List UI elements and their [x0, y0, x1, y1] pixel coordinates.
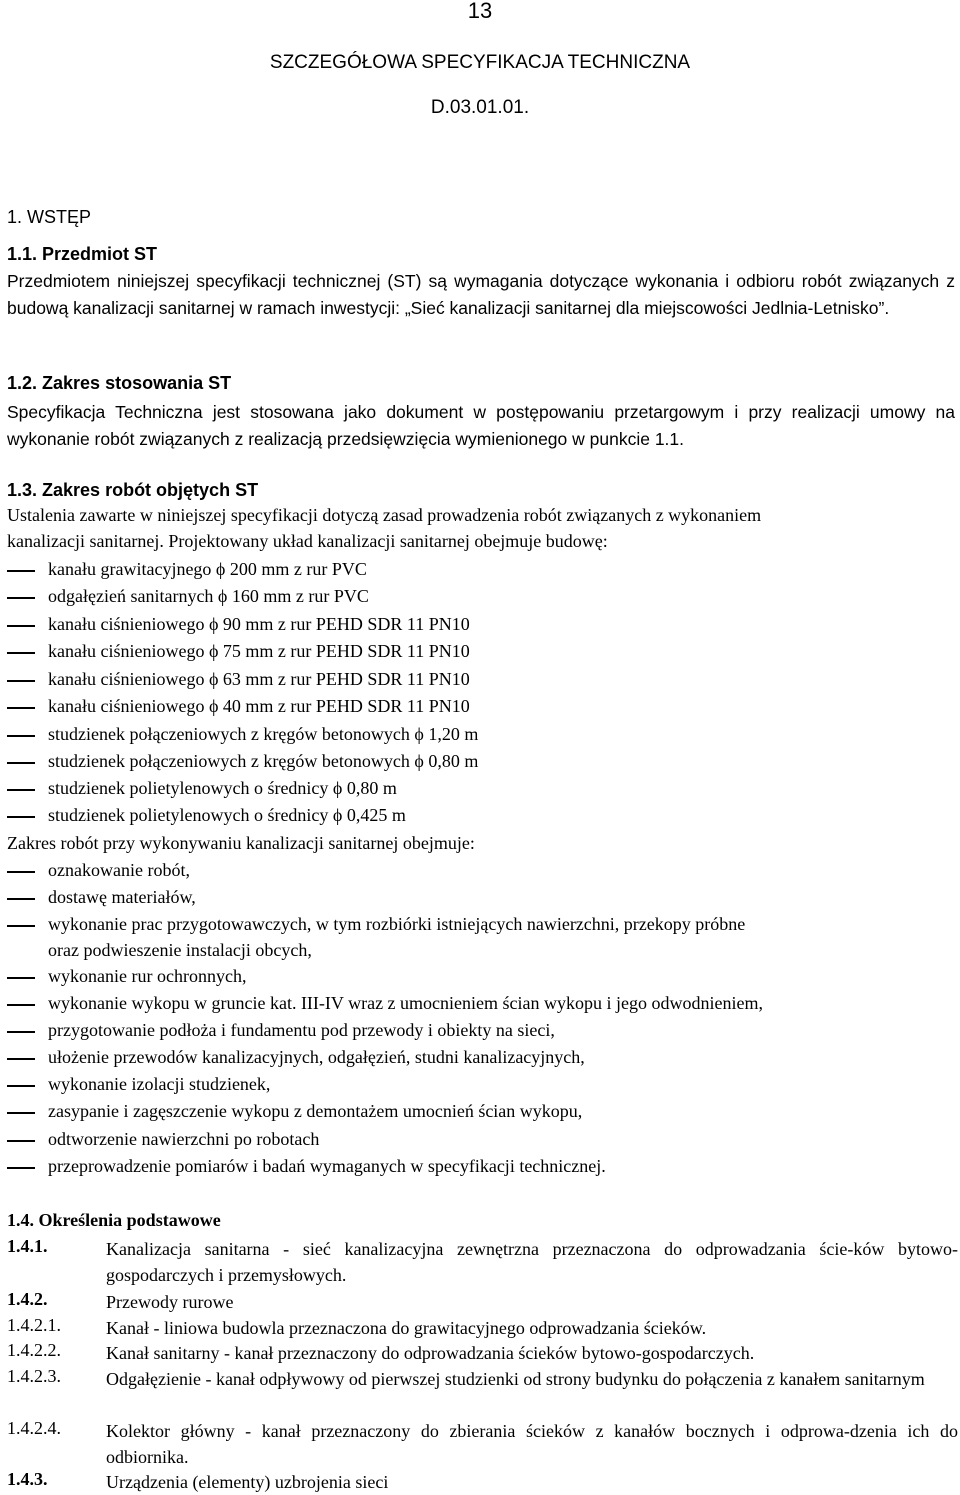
list-dash	[7, 1112, 35, 1114]
list-item: kanału grawitacyjnego ϕ 200 mm z rur PVC	[48, 559, 367, 579]
list-item: odgałęzień sanitarnych ϕ 160 mm z rur PVC	[48, 586, 369, 606]
section-1-2-text: Specyfikacja Techniczna jest stosowana jako dokument w postępowaniu przetargowym i przy realizacji umowy na wykonanie robót związanych z realizacją przedsięwzięcia wymienionego w punkcie 1.1.	[7, 402, 955, 449]
definition-text: Kolektor główny - kanał przeznaczony do zbierania ścieków z kanałów bocznych i odprowa-dzenia ich do odbiornika.	[106, 1421, 958, 1467]
section-1-2-heading: 1.2. Zakres stosowania ST	[7, 373, 232, 393]
list-item: przygotowanie podłoża i fundamentu pod przewody i obiekty na sieci,	[48, 1020, 555, 1040]
section-1-3-heading: 1.3. Zakres robót objętych ST	[7, 480, 259, 500]
definition-number: 1.4.2.	[7, 1289, 48, 1309]
list-item: dostawę materiałów,	[48, 887, 196, 907]
list-item: studzienek polietylenowych o średnicy ϕ 0,80 m	[48, 778, 397, 798]
list-item-continuation: oraz podwieszenie instalacji obcych,	[48, 940, 312, 960]
list-dash	[7, 898, 35, 900]
list-dash	[7, 597, 35, 599]
list-dash	[7, 1167, 35, 1169]
list-dash	[7, 1031, 35, 1033]
list-dash	[7, 1004, 35, 1006]
definition-number: 1.4.2.2.	[7, 1340, 61, 1360]
list-dash	[7, 871, 35, 873]
list-dash	[7, 1058, 35, 1060]
definition-number: 1.4.1.	[7, 1236, 48, 1256]
list-item: odtworzenie nawierzchni po robotach	[48, 1129, 320, 1149]
document-code: D.03.01.01.	[430, 97, 530, 118]
list-item: wykonanie wykopu w gruncie kat. III-IV wraz z umocnieniem ścian wykopu i jego odwodnieniem,	[48, 993, 763, 1013]
definition-number: 1.4.2.3.	[7, 1366, 61, 1386]
list-dash	[7, 680, 35, 682]
section-1-3-line-1: Ustalenia zawarte w niniejszej specyfikacji dotyczą zasad prowadzenia robót związanych z wykonaniem	[7, 505, 762, 525]
definition-number: 1.4.3.	[7, 1469, 48, 1489]
list-dash	[7, 1140, 35, 1142]
list-dash	[7, 816, 35, 818]
list-item: kanału ciśnieniowego ϕ 90 mm z rur PEHD SDR 11 PN10	[48, 614, 470, 634]
definition-text: Przewody rurowe	[106, 1292, 234, 1312]
definition-text: Kanał - liniowa budowla przeznaczona do grawitacyjnego odprowadzania ścieków.	[106, 1318, 707, 1338]
section-1-1-heading: 1.1. Przedmiot ST	[7, 244, 158, 264]
definition-number: 1.4.2.1.	[7, 1315, 61, 1335]
definition-text: Urządzenia (elementy) uzbrojenia sieci	[106, 1472, 389, 1492]
definition-text: Kanał sanitarny - kanał przeznaczony do odprowadzania ścieków bytowo-gospodarczych.	[106, 1343, 755, 1363]
section-1-heading: 1. WSTĘP	[7, 207, 92, 227]
list-dash	[7, 570, 35, 572]
page-number: 13	[467, 0, 493, 23]
list-item: wykonanie izolacji studzienek,	[48, 1074, 271, 1094]
list-dash	[7, 652, 35, 654]
list-dash	[7, 707, 35, 709]
document-title: SZCZEGÓŁOWA SPECYFIKACJA TECHNICZNA	[269, 52, 691, 73]
section-1-3-line-2: kanalizacji sanitarnej. Projektowany układ kanalizacji sanitarnej obejmuje budowę:	[7, 531, 608, 551]
list-dash	[7, 735, 35, 737]
list-item: kanału ciśnieniowego ϕ 40 mm z rur PEHD SDR 11 PN10	[48, 696, 470, 716]
section-1-1-text: Przedmiotem niniejszej specyfikacji technicznej (ST) są wymagania dotyczące wykonania i odbioru robót związanych z budową kanalizacji sanitarnej w ramach inwestycji: „Sieć kanalizacji sanitarnej dla miejscowości Jedlnia-Letnisko”.	[7, 271, 955, 318]
list-item: ułożenie przewodów kanalizacyjnych, odgałęzień, studni kanalizacyjnych,	[48, 1047, 585, 1067]
list-dash	[7, 1085, 35, 1087]
definition-number: 1.4.2.4.	[7, 1418, 61, 1438]
list-item: zasypanie i zagęszczenie wykopu z demontażem umocnień ścian wykopu,	[48, 1101, 583, 1121]
works-list-intro: Zakres robót przy wykonywaniu kanalizacji sanitarnej obejmuje:	[7, 833, 475, 853]
list-dash	[7, 762, 35, 764]
list-item: studzienek polietylenowych o średnicy ϕ 0,425 m	[48, 805, 406, 825]
list-item: przeprowadzenie pomiarów i badań wymaganych w specyfikacji technicznej.	[48, 1156, 606, 1176]
list-dash	[7, 625, 35, 627]
list-item: wykonanie rur ochronnych,	[48, 966, 247, 986]
section-1-4-heading: 1.4. Określenia podstawowe	[7, 1210, 221, 1230]
list-item: studzienek połączeniowych z kręgów betonowych ϕ 0,80 m	[48, 751, 479, 771]
list-dash	[7, 789, 35, 791]
list-dash	[7, 925, 35, 927]
list-item: wykonanie prac przygotowawczych, w tym rozbiórki istniejących nawierzchni, przekopy próbne	[48, 914, 746, 934]
definition-text: Kanalizacja sanitarna - sieć kanalizacyjna zewnętrzna przeznaczona do odprowadzania ście-ków bytowo-gospodarczych i przemysłowych.	[106, 1239, 958, 1285]
list-item: kanału ciśnieniowego ϕ 75 mm z rur PEHD SDR 11 PN10	[48, 641, 470, 661]
list-item: studzienek połączeniowych z kręgów betonowych ϕ 1,20 m	[48, 724, 479, 744]
list-item: kanału ciśnieniowego ϕ 63 mm z rur PEHD SDR 11 PN10	[48, 669, 470, 689]
definition-text: Odgałęzienie - kanał odpływowy od pierwszej studzienki od strony budynku do połączenia z kanałem sanitarnym	[106, 1369, 925, 1389]
list-item: oznakowanie robót,	[48, 860, 190, 880]
list-dash	[7, 977, 35, 979]
